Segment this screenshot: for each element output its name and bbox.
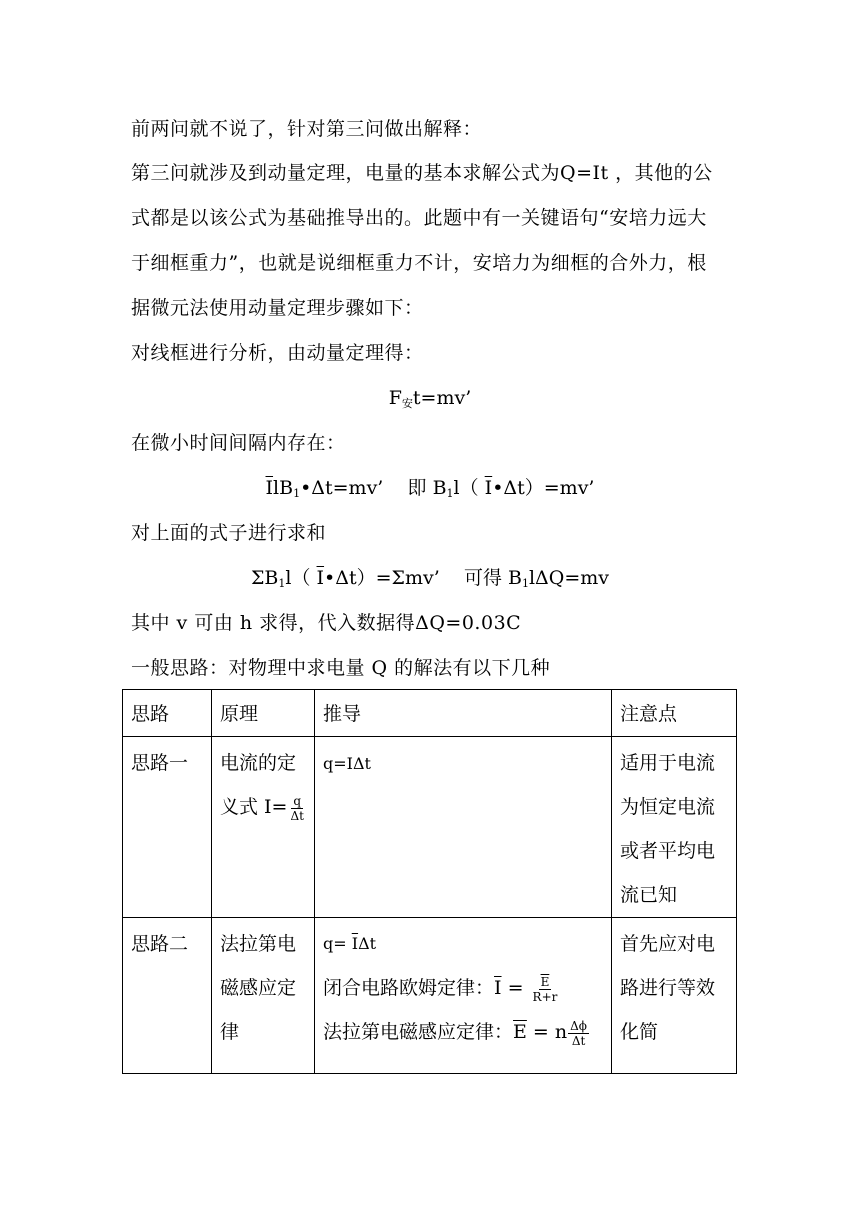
paragraph-line: 第三问就涉及到动量定理，电量的基本求解公式为Q=It ，其他的公 [131, 162, 713, 184]
table-cell: 法拉第电 磁感应定 律 [212, 918, 315, 1074]
header-cell: 原理 [212, 690, 315, 737]
table-cell: 思路二 [123, 918, 212, 1074]
paragraph-line: 于细框重力”，也就是说细框重力不计，安培力为细框的合外力，根 [131, 252, 707, 274]
header-cell: 推导 [315, 690, 612, 737]
table-row [123, 918, 737, 1074]
equation-sum: $\Sigma B_1l$（ $\overline{I}•\Delta t)=\Sigma mv$’ 可得 $B_1l\Delta Q=mv$ [251, 567, 609, 590]
table-cell: 首先应对电 路进行等效 化简 [612, 918, 737, 1074]
fraction: $\frac{\Delta\phi}{\Delta t}$ [570, 1018, 587, 1048]
paragraph-line: 式都是以该公式为基础推导出的。此题中有一关键语句“安培力远大 [131, 207, 707, 229]
equation-interval: $\overline{I}lB_1•\Delta t=mv$’ 即 $B_1l$（ $\overline{I}•\Delta t)=mv$’ [265, 477, 595, 500]
fraction: $\frac{q}{\Delta t}$ [290, 793, 304, 823]
paragraph-line: 对上面的式子进行求和 [131, 522, 327, 544]
paragraph-line: 对线框进行分析，由动量定理得： [131, 342, 424, 364]
header-cell: 思路 [123, 690, 212, 737]
paragraph-line: 在微小时间间隔内存在： [131, 432, 346, 454]
fraction: $\frac{\overline{E}}{R+r}$ [532, 974, 558, 1004]
table-cell: $q= \overline{I}\Delta t$ 闭合电路欧姆定律：$\overline{I}$ = $\frac{\overline{E}}{R+r}$ 法拉第电磁感应定律：$\overline{E} = n$ $\frac{\Delta\phi}{\Delta t}$ [315, 918, 612, 1074]
table-row [123, 737, 737, 918]
paragraph-line: 据微元法使用动量定理步骤如下： [131, 297, 424, 319]
paragraph-line: 一般思路：对物理中求电量 Q 的解法有以下几种 [131, 657, 551, 679]
table-header-row [123, 690, 737, 737]
header-cell: 注意点 [612, 690, 737, 737]
table-cell: 电流的定 义式 I= $\frac{q}{\Delta t}$ [212, 737, 315, 918]
table-cell: 适用于电流 为恒定电流 或者平均电 流已知 [612, 737, 737, 918]
table-cell: q=IΔt [315, 737, 612, 918]
table-cell: 思路一 [123, 737, 212, 918]
methods-table [122, 689, 737, 1074]
equation-momentum: $F_安t=mv$’ [388, 387, 472, 410]
paragraph-intro: 前两问就不说了，针对第三问做出解释： [131, 118, 483, 140]
paragraph-line: 其中 v 可由 h 求得，代入数据得ΔQ=0.03C [131, 612, 522, 634]
